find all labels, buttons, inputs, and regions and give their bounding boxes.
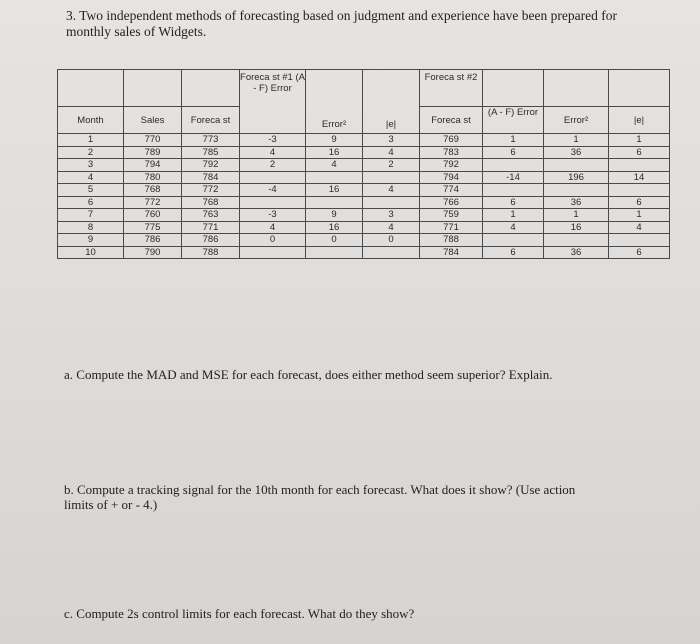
- month-cell: 6: [58, 196, 124, 209]
- sales-header: Sales: [124, 107, 182, 134]
- error-2-cell: 1: [483, 134, 544, 147]
- sales-cell: 772: [124, 196, 182, 209]
- forecast-2-cell: 788: [420, 234, 483, 247]
- forecast-table: [57, 69, 670, 259]
- forecast-2-cell: 759: [420, 209, 483, 222]
- forecast-1-header: Foreca st: [182, 107, 240, 134]
- abs-error-1-cell: [363, 196, 420, 209]
- error-squared-2-cell: 16: [544, 221, 609, 234]
- abs-error-1-cell: 2: [363, 159, 420, 172]
- error-1-cell: 4: [240, 221, 306, 234]
- error-2-cell: 4: [483, 221, 544, 234]
- forecast-1-cell: 773: [182, 134, 240, 147]
- error-squared-2-cell: [544, 234, 609, 247]
- error-2-cell: [483, 234, 544, 247]
- error-1-cell: 0: [240, 234, 306, 247]
- forecast-1-cell: 792: [182, 159, 240, 172]
- abs-error-2-cell: 6: [609, 146, 670, 159]
- forecast-1-group-header: Foreca st #1 (A - F) Error: [240, 70, 306, 134]
- abs-error-1-cell: 4: [363, 146, 420, 159]
- forecast-2-cell: 769: [420, 134, 483, 147]
- table-row: [58, 221, 670, 234]
- abs-error-1-cell: [363, 171, 420, 184]
- abs-error-2-cell: 14: [609, 171, 670, 184]
- sales-cell: 775: [124, 221, 182, 234]
- month-cell: 1: [58, 134, 124, 147]
- table-row: [58, 171, 670, 184]
- table-row: [58, 159, 670, 172]
- abs-error-1-cell: 4: [363, 221, 420, 234]
- error-squared-2-cell: 1: [544, 209, 609, 222]
- error-1-cell: [240, 171, 306, 184]
- forecast-2-cell: 783: [420, 146, 483, 159]
- error-1-cell: [240, 246, 306, 259]
- error-squared-1-cell: 16: [306, 184, 363, 197]
- table-body: [58, 134, 670, 259]
- table-row: [58, 146, 670, 159]
- forecast-1-cell: 786: [182, 234, 240, 247]
- month-header: Month: [58, 107, 124, 134]
- abs-error-1-cell: 0: [363, 234, 420, 247]
- error-squared-1-cell: [306, 246, 363, 259]
- sales-cell: 789: [124, 146, 182, 159]
- forecast-2-group-header: Foreca st #2: [420, 70, 483, 107]
- abs-error-header-2: |e|: [609, 107, 670, 134]
- forecast-1-cell: 785: [182, 146, 240, 159]
- abs-error-1-cell: 4: [363, 184, 420, 197]
- forecast-2-cell: 792: [420, 159, 483, 172]
- error-1-cell: -4: [240, 184, 306, 197]
- abs-error-2-cell: 4: [609, 221, 670, 234]
- abs-error-1-cell: 3: [363, 134, 420, 147]
- question-title: 3. Two independent methods of forecasting based on judgment and experience have been prepared for monthly sales of Widgets.: [66, 8, 617, 39]
- error-squared-1-cell: 0: [306, 234, 363, 247]
- error-squared-2-cell: [544, 159, 609, 172]
- error-2-cell: 1: [483, 209, 544, 222]
- error-squared-1-cell: [306, 171, 363, 184]
- sales-cell: 780: [124, 171, 182, 184]
- forecast-1-cell: 788: [182, 246, 240, 259]
- month-cell: 5: [58, 184, 124, 197]
- forecast-1-cell: 763: [182, 209, 240, 222]
- error-2-cell: [483, 184, 544, 197]
- forecast-1-cell: 772: [182, 184, 240, 197]
- month-cell: 10: [58, 246, 124, 259]
- error-1-cell: 2: [240, 159, 306, 172]
- forecast-1-cell: 768: [182, 196, 240, 209]
- forecast-1-cell: 784: [182, 171, 240, 184]
- error-2-cell: -14: [483, 171, 544, 184]
- abs-error-2-cell: 1: [609, 134, 670, 147]
- error-squared-1-cell: 9: [306, 209, 363, 222]
- forecast-2-cell: 766: [420, 196, 483, 209]
- month-cell: 2: [58, 146, 124, 159]
- month-cell: 7: [58, 209, 124, 222]
- abs-error-2-cell: 6: [609, 196, 670, 209]
- sales-cell: 770: [124, 134, 182, 147]
- forecast-2-error-header: (A - F) Error: [483, 107, 544, 134]
- abs-error-1-cell: 3: [363, 209, 420, 222]
- error-squared-2-cell: 196: [544, 171, 609, 184]
- forecast-2-header: Foreca st: [420, 107, 483, 134]
- question-b: b. Compute a tracking signal for the 10th month for each forecast. What does it show? (Use action limits of + or - 4.): [64, 482, 576, 512]
- question-a: a. Compute the MAD and MSE for each forecast, does either method seem superior? Explain.: [64, 367, 553, 382]
- table-row: [58, 184, 670, 197]
- error-1-cell: -3: [240, 134, 306, 147]
- error-squared-1-cell: 4: [306, 159, 363, 172]
- sales-cell: 786: [124, 234, 182, 247]
- error-squared-2-cell: 36: [544, 146, 609, 159]
- error-1-cell: -3: [240, 209, 306, 222]
- abs-error-header-1: |e|: [385, 119, 397, 130]
- month-cell: 4: [58, 171, 124, 184]
- error-1-cell: 4: [240, 146, 306, 159]
- table-row: [58, 196, 670, 209]
- forecast-2-cell: 771: [420, 221, 483, 234]
- error-2-cell: 6: [483, 196, 544, 209]
- error-2-cell: [483, 159, 544, 172]
- header-row-1: [58, 70, 670, 107]
- error-squared-2-cell: [544, 184, 609, 197]
- month-cell: 3: [58, 159, 124, 172]
- error-squared-2-cell: 36: [544, 196, 609, 209]
- sales-cell: 768: [124, 184, 182, 197]
- abs-error-2-cell: 6: [609, 246, 670, 259]
- month-cell: 9: [58, 234, 124, 247]
- sales-cell: 794: [124, 159, 182, 172]
- abs-error-2-cell: [609, 234, 670, 247]
- forecast-2-cell: 794: [420, 171, 483, 184]
- sales-cell: 760: [124, 209, 182, 222]
- error-squared-1-cell: 16: [306, 146, 363, 159]
- error-1-cell: [240, 196, 306, 209]
- forecast-1-cell: 771: [182, 221, 240, 234]
- abs-error-2-cell: [609, 184, 670, 197]
- forecast-2-cell: 774: [420, 184, 483, 197]
- error-squared-2-cell: 1: [544, 134, 609, 147]
- error-2-cell: 6: [483, 246, 544, 259]
- error-squared-1-cell: 16: [306, 221, 363, 234]
- table-row: [58, 134, 670, 147]
- error-squared-1-cell: 9: [306, 134, 363, 147]
- error-squared-header-2: Error²: [544, 107, 609, 134]
- forecast-2-cell: 784: [420, 246, 483, 259]
- table-row: [58, 234, 670, 247]
- abs-error-2-cell: [609, 159, 670, 172]
- question-c: c. Compute 2s control limits for each forecast. What do they show?: [64, 606, 415, 621]
- abs-error-2-cell: 1: [609, 209, 670, 222]
- error-squared-2-cell: 36: [544, 246, 609, 259]
- error-squared-header-1: Error²: [321, 119, 347, 130]
- sales-cell: 790: [124, 246, 182, 259]
- table-row: [58, 209, 670, 222]
- error-squared-1-cell: [306, 196, 363, 209]
- abs-error-1-cell: [363, 246, 420, 259]
- month-cell: 8: [58, 221, 124, 234]
- table-row: [58, 246, 670, 259]
- error-2-cell: 6: [483, 146, 544, 159]
